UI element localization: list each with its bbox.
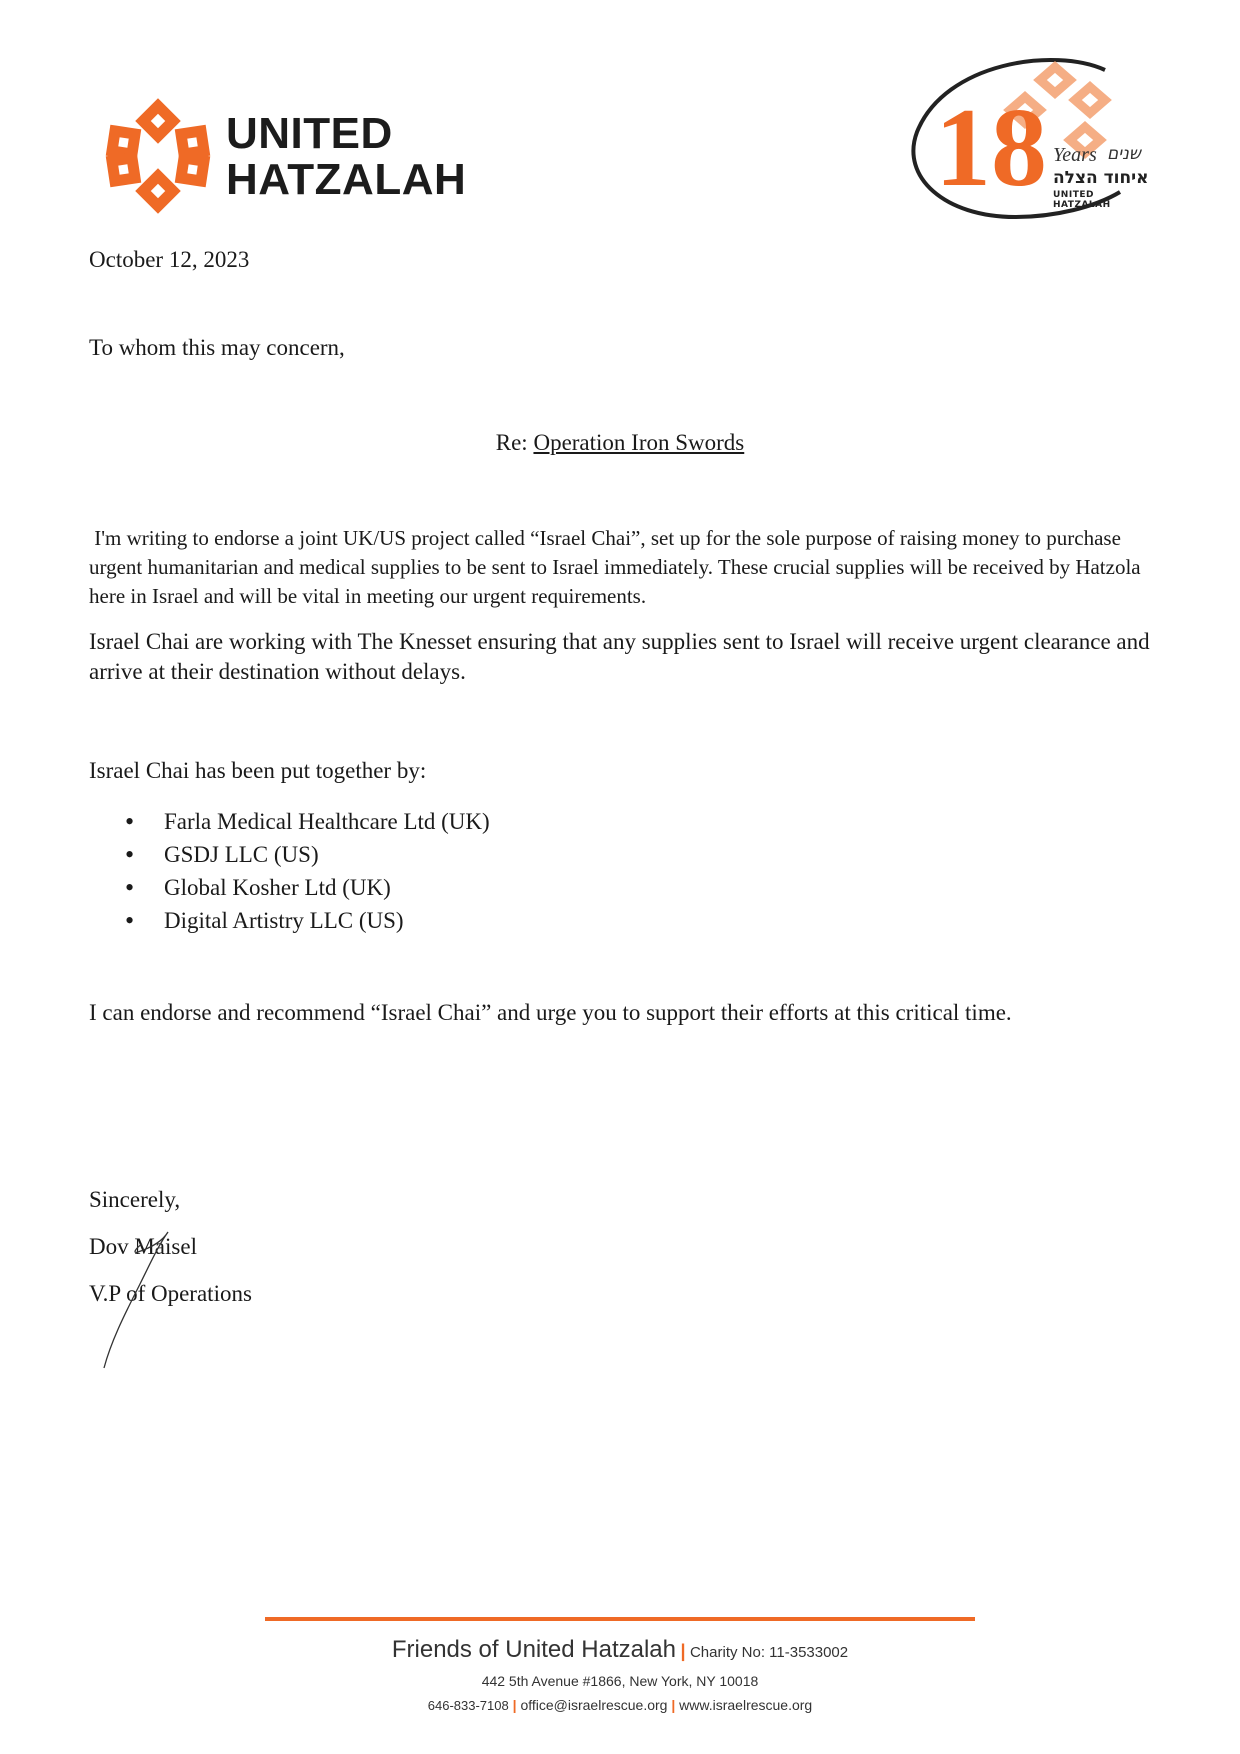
letter-paragraph-2: Israel Chai are working with The Knesset ensuring that any supplies sent to Israel will receive urgent clearance and arrive at their destination without delays. — [89, 629, 1150, 684]
footer-divider — [265, 1617, 975, 1621]
anniversary-badge — [905, 52, 1150, 222]
signoff: Sincerely, — [89, 1187, 181, 1212]
footer-org-line — [0, 1636, 1240, 1664]
footer-website[interactable]: www.israelrescue.org — [679, 1697, 813, 1713]
letter-date: October 12, 2023 — [89, 247, 250, 272]
badge-years-he: שנים — [1107, 144, 1141, 164]
organization-list — [89, 805, 889, 937]
star-of-life-icon — [98, 96, 218, 216]
subject-text: Operation Iron Swords — [533, 430, 745, 455]
footer-org-name: Friends of United Hatzalah — [391, 1636, 677, 1663]
signature-icon — [90, 1218, 210, 1378]
footer-charity: Charity No: 11-3533002 — [689, 1644, 849, 1661]
badge-years-en: Years — [1053, 144, 1097, 166]
footer-contact-line — [0, 1697, 1240, 1713]
footer-address: 442 5th Avenue #1866, New York, NY 10018 — [481, 1673, 759, 1689]
footer-separator: | — [512, 1697, 517, 1713]
list-item: • Global Kosher Ltd (UK) — [89, 871, 889, 904]
logo-wordmark-line1: UNITED — [226, 109, 393, 158]
list-item: • Digital Artistry LLC (US) — [89, 904, 889, 937]
list-intro: Israel Chai has been put together by: — [89, 758, 427, 783]
closing-paragraph: I can endorse and recommend “Israel Chai” and urge you to support their efforts at this critical time. — [89, 1000, 1012, 1025]
footer-separator: | — [671, 1697, 676, 1713]
badge-org-he: איחוד הצלה — [1053, 168, 1149, 188]
subject-label: Re: — [495, 430, 534, 455]
badge-number: 18 — [935, 86, 1047, 210]
badge-org-en: UNITED HATZALAH — [1053, 190, 1111, 210]
letter-paragraph-1: I'm writing to endorse a joint UK/US project called “Israel Chai”, set up for the sole purpose of raising money to purchase urgent humanitarian and medical supplies to be sent to Israel immediately. These crucial supplies will be received by Hatzola here in Israel and will be vital in meeting our urgent requirements. — [89, 526, 1146, 608]
logo-wordmark-line2: HATZALAH — [226, 155, 467, 204]
letter-salutation: To whom this may concern, — [89, 335, 345, 360]
letter-subject-line — [0, 428, 1240, 458]
list-item: • Farla Medical Healthcare Ltd (UK) — [89, 805, 889, 838]
signer-title: V.P of Operations — [89, 1281, 252, 1306]
list-item: • GSDJ LLC (US) — [89, 838, 889, 871]
footer-email[interactable]: office@israelrescue.org — [520, 1697, 668, 1713]
united-hatzalah-logo — [98, 96, 467, 216]
footer-phone: 646-833-7108 — [427, 1698, 509, 1713]
footer-separator: | — [680, 1641, 686, 1661]
signer-name: Dov Maisel — [89, 1234, 197, 1259]
